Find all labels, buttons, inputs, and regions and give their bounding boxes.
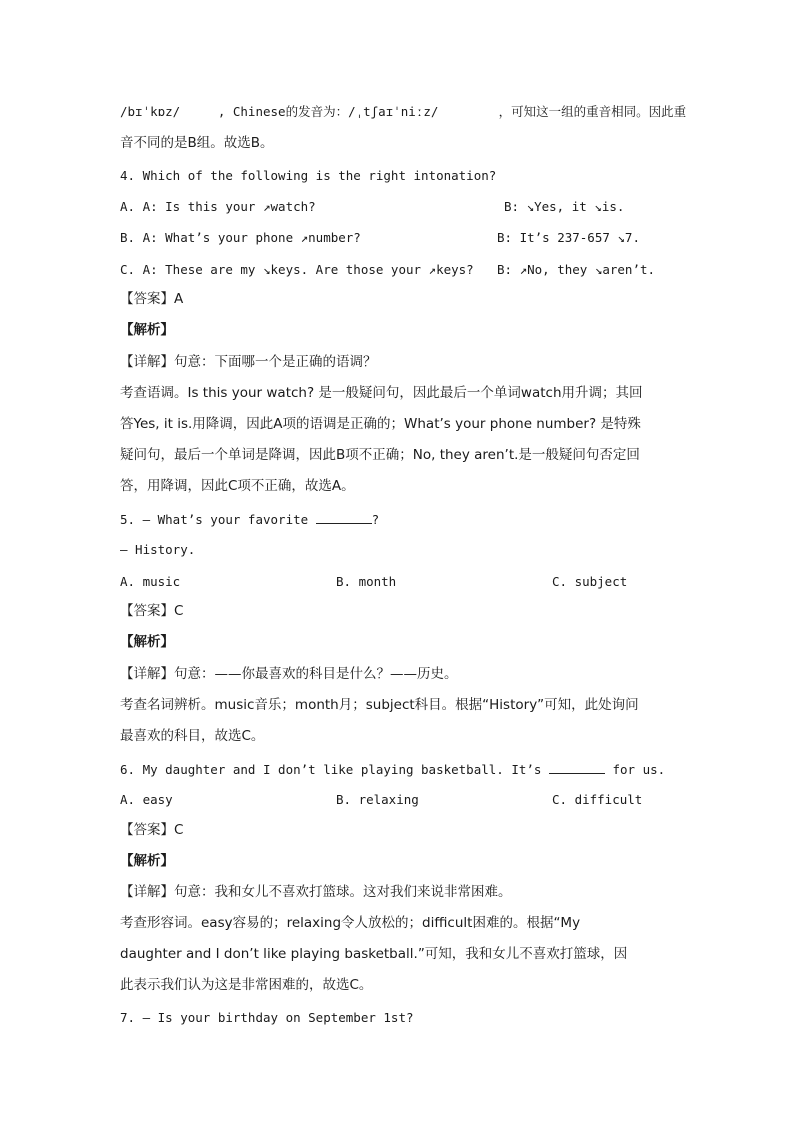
answer-blank bbox=[316, 509, 372, 524]
question-5 bbox=[120, 509, 379, 529]
detail-line: 【详解】句意：下面哪一个是正确的语调？ bbox=[120, 354, 377, 370]
explanation-line: daughter and I don’t like playing basketball.”可知，我和女儿不喜欢打篮球，因 bbox=[120, 946, 628, 962]
analysis-label: 【解析】 bbox=[120, 853, 174, 869]
answer-label: 【答案】C bbox=[120, 822, 184, 838]
answer-label: 【答案】A bbox=[120, 291, 184, 307]
question-7: 7. — Is your birthday on September 1st? bbox=[120, 1010, 414, 1025]
detail-line: 【详解】句意：——你最喜欢的科目是什么？——历史。 bbox=[120, 666, 458, 682]
question-text: for us. bbox=[604, 762, 666, 777]
question-text: 6. My daughter and I don’t like playing basketball. It’s bbox=[120, 762, 549, 777]
explanation-line: 考查形容词。easy容易的；relaxing令人放松的；difficult困难的。根据“My bbox=[120, 915, 581, 931]
explanation-line: 疑问句，最后一个单词是降调，因此B项不正确；No, they aren’t.是一般疑问句否定回 bbox=[120, 447, 640, 463]
answer-blank bbox=[549, 759, 605, 774]
reply-line: — History. bbox=[120, 542, 196, 557]
option-4b-reply: B: It’s 237-657 ↘7. bbox=[497, 230, 640, 245]
text-line: 音不同的是B组。故选B。 bbox=[120, 135, 274, 151]
option-4a-question: A. A: Is this your ↗watch? bbox=[120, 199, 316, 214]
option-4a-reply: B: ↘Yes, it ↘is. bbox=[504, 199, 625, 214]
answer-label: 【答案】C bbox=[120, 603, 184, 619]
option-a: A. easy bbox=[120, 792, 173, 807]
option-b: B. month bbox=[336, 574, 397, 589]
analysis-label: 【解析】 bbox=[120, 634, 174, 650]
question-6 bbox=[120, 759, 665, 779]
option-b: B. relaxing bbox=[336, 792, 419, 807]
option-c: C. subject bbox=[552, 574, 628, 589]
question-text: ? bbox=[371, 512, 380, 527]
option-4c-reply: B: ↗No, they ↘aren’t. bbox=[497, 262, 656, 277]
option-a: A. music bbox=[120, 574, 181, 589]
explanation-line: 答，用降调，因此C项不正确，故选A。 bbox=[120, 478, 355, 494]
option-4b-question: B. A: What’s your phone ↗number? bbox=[120, 230, 361, 245]
option-c: C. difficult bbox=[552, 792, 643, 807]
question-text: 5. — What’s your favorite bbox=[120, 512, 316, 527]
explanation-line: 考查名词辨析。music音乐；month月；subject科目。根据“History”可知，此处询问 bbox=[120, 697, 639, 713]
analysis-label: 【解析】 bbox=[120, 322, 174, 338]
option-4c-question: C. A: These are my ↘keys. Are those your ↗keys? bbox=[120, 262, 474, 277]
explanation-line: 此表示我们认为这是非常困难的，故选C。 bbox=[120, 977, 373, 993]
question-4: 4. Which of the following is the right intonation? bbox=[120, 168, 497, 183]
detail-line: 【详解】句意：我和女儿不喜欢打篮球。这对我们来说非常困难。 bbox=[120, 884, 512, 900]
explanation-line: 答Yes, it is.用降调，因此A项的语调是正确的；What’s your phone number? 是特殊 bbox=[120, 416, 641, 432]
explanation-line: 考查语调。Is this your watch? 是一般疑问句，因此最后一个单词watch用升调；其回 bbox=[120, 385, 643, 401]
text-line: /bɪˈkɒz/ , Chinese的发音为：/ˌtʃaɪˈniːz/ ，可知这一组的重音相同。因此重 bbox=[120, 104, 687, 119]
explanation-line: 最喜欢的科目，故选C。 bbox=[120, 728, 265, 744]
